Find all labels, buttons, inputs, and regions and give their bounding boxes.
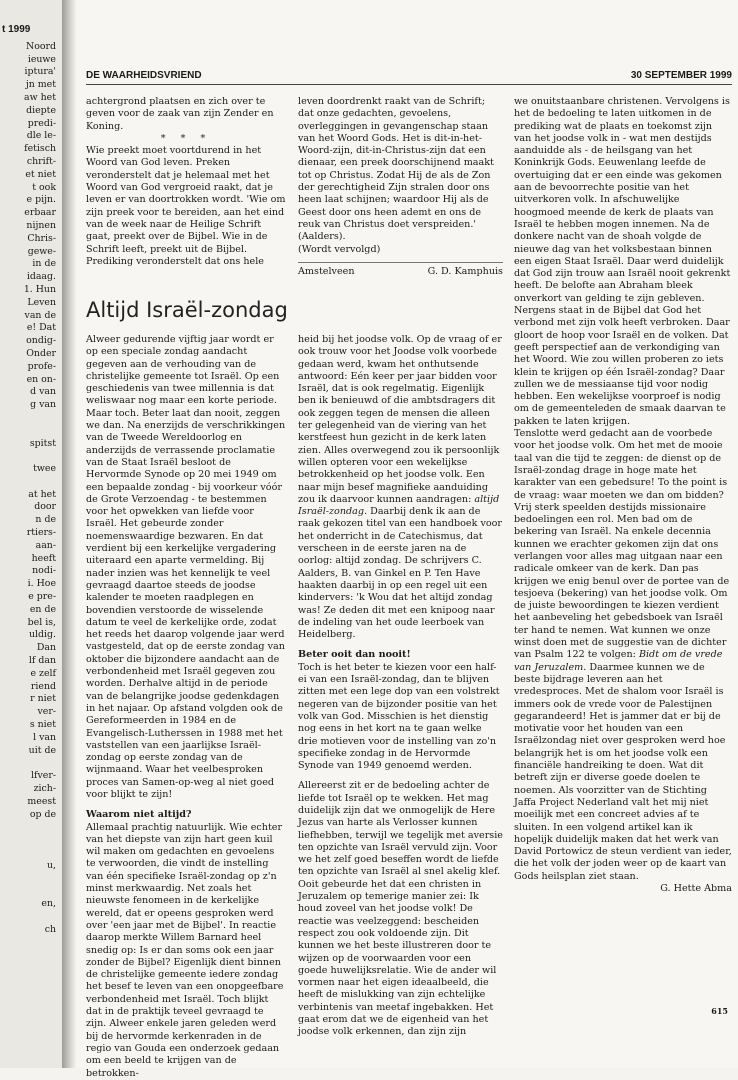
previous-page-line: spitst [29, 437, 56, 449]
previous-page-line: profe- [27, 360, 56, 372]
previous-page-line: rtiers- [26, 527, 56, 539]
previous-page-line: en on- [26, 373, 56, 385]
previous-page-line: l van [33, 731, 56, 743]
previous-page-line: iptura' [24, 66, 56, 78]
article-title: Altijd Israël-zondag [86, 298, 288, 322]
previous-page-line: in de [32, 258, 56, 270]
previous-page-line [2, 911, 60, 924]
previous-page-line: heeft [31, 552, 56, 564]
divider [298, 262, 503, 263]
previous-page-line: n de [35, 514, 56, 526]
article-column-1 [86, 334, 286, 1080]
previous-page-line: ch [44, 923, 56, 935]
issue-date: 30 SEPTEMBER 1999 [630, 70, 732, 81]
paragraph: Tenslotte werd gedacht aan de voorbede voor het joodse volk. Om het met de mooie taal van die tijd te zeggen: de dienst op de Israël-zondag drage in hoge mate het karakter van een gebedsure! To the point is de vraag: waar moeten we dan om bidden? Vrij sterk speelden destijds missionaire bedoelingen een rol. Men bad om de bekering van Israël. Na enkele decennia kunnen we erachter gekomen zijn dat ons verlangen voor alles mag uitgaan naar een radicale omkeer van de kerk. Dan pas krijgen we enig benul over de portee van de tesjoeva (bekering) van het joodse volk. Om de juiste bewoordingen te kiezen verdient het aanbeveling het gebedsboek van Israël ter hand te nemen. Wat kunnen we onze winst doen met de suggestie van de dichter van Psalm 122 te volgen: Bidt om de vrede van Jeruzalem. Daarmee kunnen we de beste bijdrage leveren aan het vredesproces. Met de shalom voor Israël is immers ook de vrede voor de Palestijnen gegarandeerd! Het is jammer dat er bij de motivatie voor het houden van een Israëlzondag niet over gesproken werd hoe belangrijk het is om het joodse volk een financiële handreiking te doen. Wat dit betreft zijn er diverse goede doelen te noemen. Als voorzitter van de Stichting Jaffa Project Nederland valt het mij niet moeilijk met een concreet advies af te sluiten. In een volgend artikel kan ik hopelijk duidelijk maken dat het werk van David Portowicz de steun verdient van ieder, die het volk der joden weer op de kaart van Gods heilsplan ziet staan. [514, 428, 732, 882]
previous-page-line: Dan [36, 642, 56, 654]
subheading: Waarom niet altijd? [86, 809, 192, 821]
previous-page-line: lf dan [28, 655, 56, 667]
page [76, 0, 738, 1079]
previous-page-line: uit de [28, 744, 56, 756]
previous-page-edge [0, 0, 62, 1068]
previous-page-line: 1. Hun [23, 283, 56, 295]
previous-page-text [2, 24, 60, 937]
previous-page-line: Noord [26, 40, 56, 52]
previous-page-line [2, 834, 60, 847]
previous-page-line: aw het [24, 91, 56, 103]
previous-page-line: van de [24, 309, 56, 321]
page-number: 615 [711, 1006, 728, 1016]
previous-page-line: e pre- [28, 591, 56, 603]
previous-page-line: twee [33, 463, 56, 475]
previous-page-line: ver- [37, 706, 56, 718]
previous-page-line: lfver- [31, 770, 56, 782]
previous-page-line: meest [27, 795, 56, 807]
previous-page-line: erbaar [24, 207, 56, 219]
previous-page-line: nodi- [32, 565, 56, 577]
paragraph: we onuitstaanbare christenen. Vervolgens is het de bedoeling te laten uitkomen in de prediking wat de plaats en toekomst zijn van het joodse volk in - wat men destijds aanduidde als - de heilsgang van het Koninkrijk Gods. Eeuwenlang leefde de overtuiging dat er een einde was gekomen aan de bevoorrechte positie van het uitverkoren volk. In afschuwelijke hoogmoed meende de kerk de plaats van Israël te hebben mogen innemen. Na de donkere nacht van de shoah volgde de nieuwe dag van het volksbestaan binnen een eigen Staat Israël. Daar werd duidelijk dat God zijn trouw aan Israël nooit gekrenkt heeft. De belofte aan Abraham bleek onverkort van gelding te zijn gebleven. Nergens staat in de Bijbel dat God het verbond met zijn volk heeft verbroken. Daar gloort de hoop voor Israël en de volken. Dat geeft perspectief aan de verkondiging van het Woord. Wie zou willen proberen zo iets klein te krijgen op één Israël-zondag? Daar zullen we de messiaanse tijd voor nodig hebben. Een wekelijkse voorproef is nodig om de gemeenteleden de smaak daarvan te pakken te laten krijgen. [514, 96, 731, 427]
running-header [86, 68, 732, 85]
previous-page-line: Onder [26, 347, 56, 359]
signature-place: Amstelveen [298, 265, 355, 277]
previous-page-line [2, 425, 60, 438]
previous-page-line: en de [29, 603, 56, 615]
previous-page-line [2, 885, 60, 898]
previous-page-line: dle le- [26, 130, 56, 142]
previous-page-line: r niet [30, 693, 56, 705]
previous-page-line: e zelf [30, 667, 56, 679]
previous-page-line: uldig. [28, 629, 56, 641]
previous-page-line [2, 847, 60, 860]
previous-page-line [2, 476, 60, 489]
previous-page-line: fetisch [24, 143, 56, 155]
previous-page-line: zich- [33, 783, 56, 795]
binding-gutter [62, 0, 76, 1068]
article-column-2 [298, 334, 503, 1039]
previous-page-lines [2, 41, 60, 937]
paragraph: Alweer gedurende vijftig jaar wordt er op een speciale zondag aandacht gegeven aan de verhouding van de christelijke gemeente tot Israël. Op een geschiedenis van twee millennia is dat weliswaar nog maar een korte periode. Maar toch. Beter laat dan nooit, zeggen we dan. Na enerzijds de verschrikkingen van de Tweede Wereldoorlog en anderzijds de verrassende proclamatie van de Staat Israël besloot de Hervormde Synode op 20 mei 1949 om een bepaalde zondag - bij voorkeur vóór de Grote Verzoendag - te bestemmen voor het opwekken van liefde voor Israël. Het gebeurde zonder noemenswaardige bezwaren. En dat verdient bij een kerkelijke vergadering uiteraard een aparte vermelding. Bij nader inzien was het kennelijk te veel gevraagd daartoe steeds de joodse kalender te moeten raadplegen en bovendien verstoorde de wisselende datum te veel de kerkelijke orde, zodat het reeds het daarop volgende jaar werd vastgesteld, dat op de eerste zondag van oktober die bijzondere aandacht aan de verbondenheid met Israël gegeven zou worden. Derhalve altijd in de periode van de belangrijke joodse gedenkdagen in het najaar. Op afstand volgden ook de Gereformeerden in 1984 en de Evangelisch-Lutherssen in 1988 met het vaststellen van een jaarlijkse Israël-zondag op eerste zondag van de wijnmaand. Waar het veelbesproken proces van Samen-op-weg al niet goed voor blijkt te zijn! [86, 334, 286, 800]
previous-page-line [2, 757, 60, 770]
publication-name: DE WAARHEIDSVRIEND [86, 70, 202, 81]
paragraph: Allereerst zit er de bedoeling achter de liefde tot Israël op te wekken. Het mag duidelijk zijn dat we onmogelijk de Here Jezus van harte als Verlosser kunnen liefhebben, terwijl we tegelijk met aversie ten opzichte van Israël vervuld zijn. Voor we het zelf goed beseffen wordt de liefde ten opzichte van Israël al snel akelig klef. Ooit gebeurde het dat een christen in Jeruzalem op temerige manier zei: Ik houd zoveel van het joodse volk! De reactie was veelzeggend: bescheiden respect zou ook voldoende zijn. Dit kunnen we het beste illustreren door te wijzen op de voorwaarden voor een goede huwelijksrelatie. Wie de ander wil vormen naar het eigen ideaalbeeld, die heeft de mislukking van zijn echtelijke verbintenis van meetaf ingebakken. Het gaat erom dat we de eigenheid van het joodse volk erkennen, dan zijn zijn [298, 780, 503, 1038]
previous-page-year: t 1999 [2, 24, 31, 35]
top-column-1 [86, 96, 286, 268]
section-break: * * * [160, 132, 212, 144]
previous-page-line: e pijn. [26, 194, 56, 206]
previous-page-line: gewe- [27, 245, 56, 257]
previous-page-line: jn met [25, 79, 56, 91]
paragraph: Wie preekt moet voortdurend in het Woord van God leven. Preken veronderstelt dat je helemaal met het Woord van God vergroeid raakt, dat je leven er van doortrokken wordt. 'Wie om zijn preek voor te bereiden, aan het eind van de week naar de Heilige Schrift gaat, preekt over de Bijbel. Wie in de Schrift leeft, preekt uit de Bijbel. Prediking veronderstelt dat ons hele [86, 145, 286, 267]
previous-page-line: s niet [29, 719, 56, 731]
previous-page-line: at het [28, 488, 56, 500]
author-signature [298, 266, 503, 278]
paragraph: leven doordrenkt raakt van de Schrift; dat onze gedachten, gevoelens, overleggingen in gevangenschap staan van het Woord Gods. Het is dit-in-het-Woord-zijn, dit-in-Christus-zijn dat een dienaar, een preek doorschijnend maakt tot op Christus. Zodat Hij de als de Zon der gerechtigheid Zijn stralen door ons heen laat schijnen; waardoor Hij als de Geest door ons heen ademt en ons de reuk van Christus doet verspreiden.' (Aalders). [298, 96, 494, 243]
previous-page-line [2, 450, 60, 463]
paragraph: achtergrond plaatsen en zich over te geven voor de zaak van zijn Zender en Koning. [86, 96, 274, 132]
previous-page-line: t ook [32, 181, 56, 193]
previous-page-line [2, 873, 60, 886]
previous-page-line: Leven [27, 296, 56, 308]
previous-page-line: Chris- [27, 232, 56, 244]
subheading: Beter ooit dan nooit! [298, 649, 411, 661]
previous-page-line: diepte [26, 104, 56, 116]
previous-page-line: ieuwe [27, 53, 56, 65]
previous-page-line: op de [29, 808, 56, 820]
paragraph: heid bij het joodse volk. Op de vraag of er ook trouw voor het Joodse volk voorbede gedaan werd, kwam het onthutsende antwoord: Eén keer per jaar bidden voor Israël, dat is ook regelmatig. Eigenlijk ben ik benieuwd of die ambtsdragers dit ook zeggen tegen de mensen die alleen ter gelegenheid van de viering van het kerstfeest hun gezicht in de kerk laten zien. Alles overwegend zou ik persoonlijk willen opteren voor een wekelijkse betrokkenheid op het joodse volk. Een naar mijn besef magnifieke aanduiding zou ik daarvoor kunnen aandragen: altijd Israël-zondag. Daarbij denk ik aan de raak gekozen titel van een handboek voor het onderricht in de Catechismus, dat verscheen in de eerste jaren na de oorlog: altijd zondag. De schrijvers C. Aalders, B. van Ginkel en P. Ten Have haakten daarbij in op een regel uit een kindervers: 'k Wou dat het altijd zondag was! Ze deden dit met een knipoog naar de indeling van het oude leerboek van Heidelberg. [298, 334, 503, 641]
paragraph: Toch is het beter te kiezen voor een half-ei van een Israël-zondag, dan te blijven zitten met een lege dop van een volstrekt negeren van de bijzonder positie van het volk van God. Misschien is het dienstig nog eens in het kort na te gaan welke drie motieven voor de instelling van zo'n specifieke zondag in de Hervormde Synode van 1949 genoemd werden. [298, 661, 500, 772]
previous-page-line: et niet [25, 168, 56, 180]
previous-page-line: predi- [27, 117, 56, 129]
previous-page-line: i. Hoe [27, 578, 56, 590]
previous-page-line: ondig- [26, 335, 56, 347]
previous-page-line: d van [30, 386, 56, 398]
previous-page-line [2, 821, 60, 834]
previous-page-line: g van [30, 399, 56, 411]
signature-name: G. D. Kamphuis [427, 265, 503, 277]
top-column-2 [298, 96, 503, 278]
article-signature: G. Hette Abma [660, 883, 732, 894]
continued-note: (Wordt vervolgd) [298, 243, 381, 255]
article-column-3 [514, 96, 732, 895]
previous-page-line: idaag. [26, 271, 56, 283]
previous-page-line: door [34, 501, 56, 513]
previous-page-line: e! Dat [26, 322, 56, 334]
previous-page-line: bel is, [27, 616, 56, 628]
previous-page-line: chrift- [26, 155, 56, 167]
paragraph: Allemaal prachtig natuurlijk. Wie echter van het diepste van zijn hart geen kuil wil maken om gedachten en gevoelens te verwoorden, die vindt de instelling van één specifieke Israël-zondag op z'n minst merkwaardig. Net zoals het nieuwste fenomeen in de kerkelijke wereld, dat er opeens gesproken werd over 'een jaar met de Bijbel'. In reactie daarop merkte Willem Barnard heel snedig op: Is er dan soms ook een jaar zonder de Bijbel? Eigenlijk dient binnen de christelijke gemeente iedere zondag het besef te leven van een onopgeefbare verbondenheid met Israël. Toch blijkt dat in de praktijk teveel gevraagd te zijn. Alweer enkele jaren geleden werd bij de hervormde kerkenraden in de regio van Gouda een onderzoek gedaan om een beeld te krijgen van de betrokken- [86, 821, 284, 1079]
previous-page-line: en, [41, 898, 56, 910]
previous-page-line: riend [30, 680, 56, 692]
previous-page-line: u, [46, 859, 56, 871]
previous-page-line: nijnen [26, 219, 56, 231]
previous-page-line: aan- [35, 539, 56, 551]
previous-page-line [2, 412, 60, 425]
